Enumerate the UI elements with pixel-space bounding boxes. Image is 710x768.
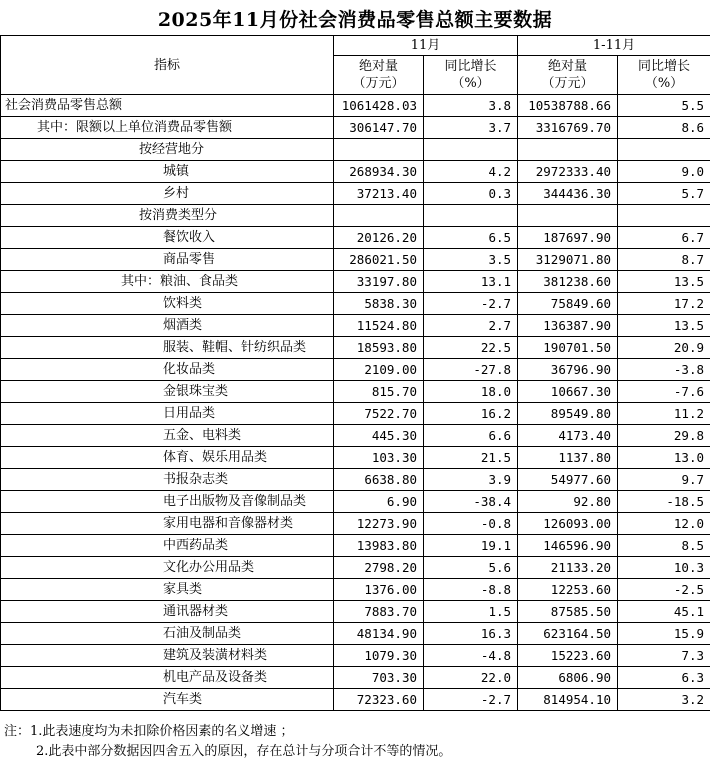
cell-ytd-yoy: 10.3 xyxy=(618,557,710,579)
cell-month-absolute: 103.30 xyxy=(334,447,424,469)
table-row xyxy=(1,227,710,249)
row-indicator-name: 文化办公用品类 xyxy=(1,557,334,579)
row-indicator-name: 书报杂志类 xyxy=(1,469,334,491)
header-period-ytd: 1-11月 xyxy=(518,36,710,56)
row-indicator-name: 家用电器和音像器材类 xyxy=(1,513,334,535)
cell-ytd-absolute: 36796.90 xyxy=(518,359,618,381)
row-indicator-name: 其中：粮油、食品类 xyxy=(1,271,334,293)
page-title: 2025年11月份社会消费品零售总额主要数据 xyxy=(157,9,553,31)
cell-ytd-yoy: 8.5 xyxy=(618,535,710,557)
cell-ytd-absolute: 89549.80 xyxy=(518,403,618,425)
cell-month-yoy: 22.5 xyxy=(424,337,518,359)
cell-ytd-absolute: 381238.60 xyxy=(518,271,618,293)
table-row xyxy=(1,249,710,271)
cell-month-yoy xyxy=(424,205,518,227)
cell-month-yoy: -0.8 xyxy=(424,513,518,535)
cell-month-yoy: 6.6 xyxy=(424,425,518,447)
row-indicator-name: 服装、鞋帽、针纺织品类 xyxy=(1,337,334,359)
cell-month-absolute: 2109.00 xyxy=(334,359,424,381)
table-row xyxy=(1,293,710,315)
cell-ytd-absolute: 3129071.80 xyxy=(518,249,618,271)
cell-ytd-absolute: 75849.60 xyxy=(518,293,618,315)
table-row xyxy=(1,139,710,161)
row-indicator-name: 汽车类 xyxy=(1,689,334,711)
row-indicator-name: 金银珠宝类 xyxy=(1,381,334,403)
cell-ytd-absolute xyxy=(518,205,618,227)
table-row xyxy=(1,95,710,117)
cell-month-yoy: 2.7 xyxy=(424,315,518,337)
cell-ytd-absolute: 190701.50 xyxy=(518,337,618,359)
cell-month-absolute xyxy=(334,205,424,227)
cell-ytd-yoy xyxy=(618,205,710,227)
header-yoy-month: 同比增长 （%） xyxy=(424,56,518,95)
cell-ytd-yoy: 3.2 xyxy=(618,689,710,711)
cell-ytd-absolute: 15223.60 xyxy=(518,645,618,667)
row-indicator-name: 其中：限额以上单位消费品零售额 xyxy=(1,117,334,139)
cell-month-yoy: 3.8 xyxy=(424,95,518,117)
cell-ytd-absolute: 6806.90 xyxy=(518,667,618,689)
cell-month-absolute: 72323.60 xyxy=(334,689,424,711)
row-indicator-name: 中西药品类 xyxy=(1,535,334,557)
cell-ytd-absolute: 12253.60 xyxy=(518,579,618,601)
table-row xyxy=(1,359,710,381)
cell-ytd-yoy: -18.5 xyxy=(618,491,710,513)
cell-month-absolute: 6638.80 xyxy=(334,469,424,491)
row-indicator-name: 商品零售 xyxy=(1,249,334,271)
row-indicator-name: 建筑及装潢材料类 xyxy=(1,645,334,667)
cell-ytd-yoy: 13.0 xyxy=(618,447,710,469)
row-indicator-name: 烟酒类 xyxy=(1,315,334,337)
cell-ytd-absolute: 21133.20 xyxy=(518,557,618,579)
cell-month-yoy: -38.4 xyxy=(424,491,518,513)
cell-ytd-yoy: -3.8 xyxy=(618,359,710,381)
cell-ytd-yoy: 5.5 xyxy=(618,95,710,117)
table-row xyxy=(1,315,710,337)
cell-month-absolute: 7522.70 xyxy=(334,403,424,425)
cell-month-yoy: 16.3 xyxy=(424,623,518,645)
row-indicator-name: 按经营地分 xyxy=(1,139,334,161)
cell-month-absolute: 37213.40 xyxy=(334,183,424,205)
header-indicator: 指标 xyxy=(1,36,334,95)
table-row xyxy=(1,689,710,711)
table-row xyxy=(1,667,710,689)
cell-ytd-absolute: 54977.60 xyxy=(518,469,618,491)
cell-month-absolute: 6.90 xyxy=(334,491,424,513)
cell-ytd-absolute: 126093.00 xyxy=(518,513,618,535)
cell-month-yoy: -4.8 xyxy=(424,645,518,667)
row-indicator-name: 体育、娱乐用品类 xyxy=(1,447,334,469)
table-row xyxy=(1,645,710,667)
header-abs-ytd: 绝对量 （万元） xyxy=(518,56,618,95)
cell-month-absolute: 12273.90 xyxy=(334,513,424,535)
row-indicator-name: 通讯器材类 xyxy=(1,601,334,623)
table-row xyxy=(1,183,710,205)
cell-ytd-absolute: 87585.50 xyxy=(518,601,618,623)
cell-month-absolute: 5838.30 xyxy=(334,293,424,315)
row-indicator-name: 电子出版物及音像制品类 xyxy=(1,491,334,513)
cell-ytd-absolute: 814954.10 xyxy=(518,689,618,711)
cell-ytd-absolute: 10667.30 xyxy=(518,381,618,403)
cell-ytd-absolute: 92.80 xyxy=(518,491,618,513)
cell-ytd-absolute: 1137.80 xyxy=(518,447,618,469)
cell-month-absolute: 268934.30 xyxy=(334,161,424,183)
cell-ytd-absolute: 3316769.70 xyxy=(518,117,618,139)
cell-month-yoy: 21.5 xyxy=(424,447,518,469)
row-indicator-name: 机电产品及设备类 xyxy=(1,667,334,689)
cell-ytd-yoy: 5.7 xyxy=(618,183,710,205)
cell-month-yoy: 22.0 xyxy=(424,667,518,689)
cell-ytd-yoy: 6.7 xyxy=(618,227,710,249)
row-indicator-name: 餐饮收入 xyxy=(1,227,334,249)
table-row xyxy=(1,491,710,513)
row-indicator-name: 石油及制品类 xyxy=(1,623,334,645)
cell-ytd-yoy: 12.0 xyxy=(618,513,710,535)
cell-month-absolute: 18593.80 xyxy=(334,337,424,359)
table-row xyxy=(1,623,710,645)
header-yoy-ytd: 同比增长 （%） xyxy=(618,56,710,95)
cell-month-yoy: 3.7 xyxy=(424,117,518,139)
table-row xyxy=(1,337,710,359)
table-row xyxy=(1,381,710,403)
cell-month-absolute: 1079.30 xyxy=(334,645,424,667)
cell-ytd-yoy: 17.2 xyxy=(618,293,710,315)
cell-month-yoy: -27.8 xyxy=(424,359,518,381)
cell-month-absolute: 703.30 xyxy=(334,667,424,689)
cell-month-absolute: 13983.80 xyxy=(334,535,424,557)
cell-month-yoy: 16.2 xyxy=(424,403,518,425)
cell-ytd-absolute: 187697.90 xyxy=(518,227,618,249)
cell-month-yoy: 3.9 xyxy=(424,469,518,491)
cell-month-absolute xyxy=(334,139,424,161)
cell-ytd-yoy: 20.9 xyxy=(618,337,710,359)
cell-month-absolute: 445.30 xyxy=(334,425,424,447)
cell-month-yoy: 19.1 xyxy=(424,535,518,557)
cell-ytd-yoy: 6.3 xyxy=(618,667,710,689)
cell-month-yoy: 0.3 xyxy=(424,183,518,205)
table-row xyxy=(1,161,710,183)
cell-ytd-yoy: 15.9 xyxy=(618,623,710,645)
table-row xyxy=(1,469,710,491)
header-period-month: 11月 xyxy=(334,36,518,56)
cell-month-yoy xyxy=(424,139,518,161)
table-row xyxy=(1,271,710,293)
table-row xyxy=(1,205,710,227)
cell-ytd-yoy: 7.3 xyxy=(618,645,710,667)
cell-ytd-absolute: 10538788.66 xyxy=(518,95,618,117)
cell-ytd-absolute: 136387.90 xyxy=(518,315,618,337)
table-row xyxy=(1,601,710,623)
row-indicator-name: 饮料类 xyxy=(1,293,334,315)
footnote-1: 注：1.此表速度均为未扣除价格因素的名义增速 ； xyxy=(4,724,294,739)
cell-month-absolute: 306147.70 xyxy=(334,117,424,139)
cell-month-yoy: -8.8 xyxy=(424,579,518,601)
table-body xyxy=(1,95,710,711)
table-row xyxy=(1,425,710,447)
cell-month-absolute: 33197.80 xyxy=(334,271,424,293)
cell-ytd-yoy: 45.1 xyxy=(618,601,710,623)
cell-ytd-yoy: -2.5 xyxy=(618,579,710,601)
cell-ytd-absolute: 344436.30 xyxy=(518,183,618,205)
cell-ytd-yoy: 9.7 xyxy=(618,469,710,491)
cell-month-absolute: 815.70 xyxy=(334,381,424,403)
cell-ytd-yoy: 9.0 xyxy=(618,161,710,183)
cell-ytd-absolute: 623164.50 xyxy=(518,623,618,645)
cell-month-absolute: 286021.50 xyxy=(334,249,424,271)
row-indicator-name: 家具类 xyxy=(1,579,334,601)
cell-month-yoy: 6.5 xyxy=(424,227,518,249)
cell-ytd-absolute xyxy=(518,139,618,161)
cell-month-yoy: 4.2 xyxy=(424,161,518,183)
table-row xyxy=(1,447,710,469)
cell-ytd-absolute: 146596.90 xyxy=(518,535,618,557)
cell-ytd-yoy: 8.7 xyxy=(618,249,710,271)
table-row xyxy=(1,513,710,535)
cell-ytd-absolute: 2972333.40 xyxy=(518,161,618,183)
cell-month-yoy: 13.1 xyxy=(424,271,518,293)
cell-ytd-yoy xyxy=(618,139,710,161)
cell-month-absolute: 7883.70 xyxy=(334,601,424,623)
cell-month-yoy: 1.5 xyxy=(424,601,518,623)
row-indicator-name: 五金、电料类 xyxy=(1,425,334,447)
cell-month-absolute: 48134.90 xyxy=(334,623,424,645)
row-indicator-name: 日用品类 xyxy=(1,403,334,425)
cell-month-absolute: 2798.20 xyxy=(334,557,424,579)
cell-month-absolute: 1376.00 xyxy=(334,579,424,601)
cell-ytd-yoy: 13.5 xyxy=(618,315,710,337)
cell-month-absolute: 1061428.03 xyxy=(334,95,424,117)
cell-month-yoy: -2.7 xyxy=(424,689,518,711)
table-row xyxy=(1,579,710,601)
table-row xyxy=(1,557,710,579)
cell-month-yoy: -2.7 xyxy=(424,293,518,315)
footnotes xyxy=(4,722,451,762)
table-row xyxy=(1,117,710,139)
cell-month-absolute: 20126.20 xyxy=(334,227,424,249)
header-abs-month: 绝对量 （万元） xyxy=(334,56,424,95)
cell-month-absolute: 11524.80 xyxy=(334,315,424,337)
retail-data-table xyxy=(0,35,710,711)
cell-ytd-yoy: 11.2 xyxy=(618,403,710,425)
cell-ytd-yoy: 29.8 xyxy=(618,425,710,447)
cell-month-yoy: 3.5 xyxy=(424,249,518,271)
table-row xyxy=(1,403,710,425)
cell-ytd-yoy: 13.5 xyxy=(618,271,710,293)
row-indicator-name: 城镇 xyxy=(1,161,334,183)
cell-ytd-yoy: -7.6 xyxy=(618,381,710,403)
header-row-periods xyxy=(1,36,710,56)
row-indicator-name: 乡村 xyxy=(1,183,334,205)
cell-month-yoy: 18.0 xyxy=(424,381,518,403)
cell-ytd-absolute: 4173.40 xyxy=(518,425,618,447)
row-indicator-name: 化妆品类 xyxy=(1,359,334,381)
cell-month-yoy: 5.6 xyxy=(424,557,518,579)
row-indicator-name: 按消费类型分 xyxy=(1,205,334,227)
table-row xyxy=(1,535,710,557)
row-indicator-name: 社会消费品零售总额 xyxy=(1,95,334,117)
cell-ytd-yoy: 8.6 xyxy=(618,117,710,139)
footnote-2: 2.此表中部分数据因四舍五入的原因，存在总计与分项合计不等的情况。 xyxy=(36,744,452,759)
